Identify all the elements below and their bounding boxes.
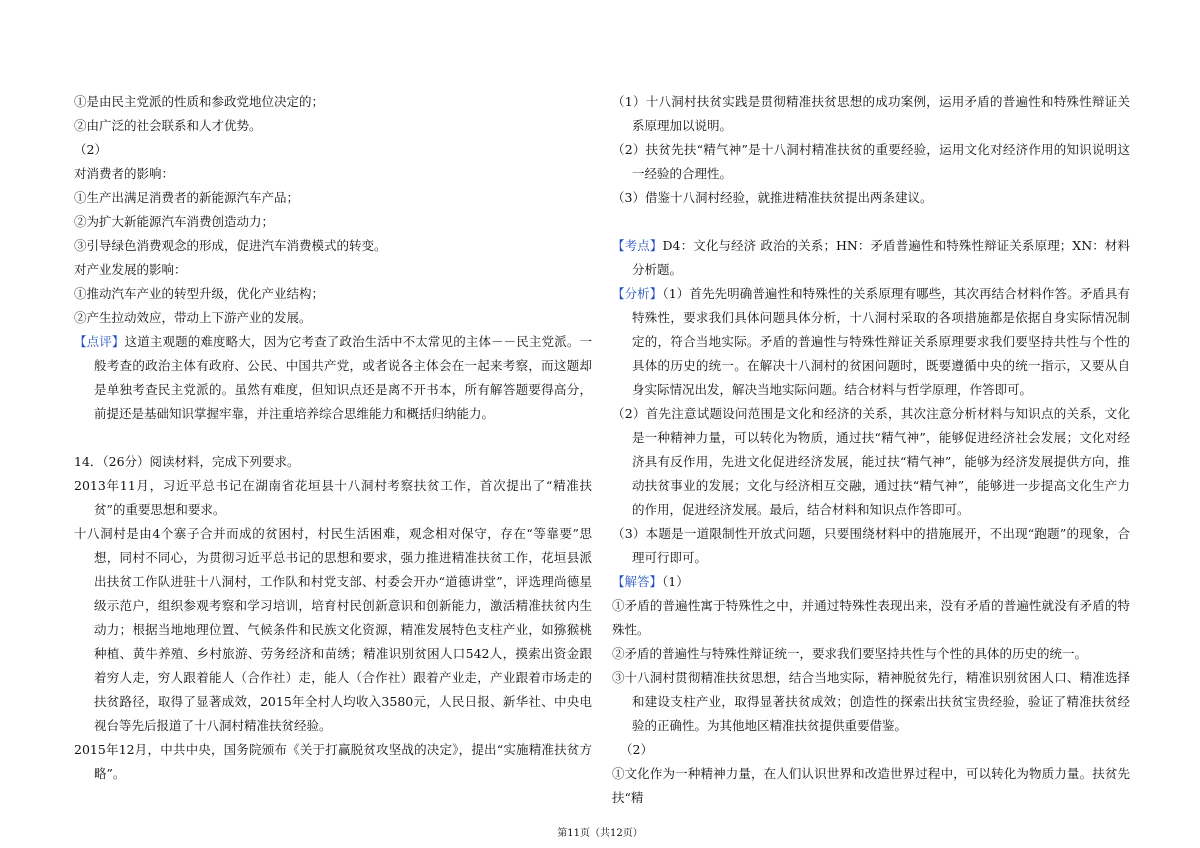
answer-line: （2） bbox=[74, 142, 107, 157]
fenxi-label: 【分析】 bbox=[612, 286, 663, 301]
fenxi-paragraph: （3）本题是一道限制性开放式问题，只要围绕材料中的措施展开，不出现“跑题”的现象，合理可行即可。 bbox=[612, 526, 1130, 565]
jieda-text: （1） bbox=[662, 574, 689, 589]
question-item: （3）借鉴十八洞村经验，就推进精准扶贫提出两条建议。 bbox=[612, 190, 933, 205]
answer-line: 对产业发展的影响： bbox=[74, 262, 187, 277]
material-paragraph: 2015年12月，中共中央，国务院颁布《关于打赢脱贫攻坚战的决定》，提出“实施精准扶贫方略”。 bbox=[74, 742, 592, 781]
page-number: 第11页（共12页） bbox=[557, 828, 643, 839]
fenxi-text: （1）首先先明确普遍性和特殊性的关系原理有哪些，其次再结合材料作答。矛盾具有特殊性，要求我们具体问题具体分析，十八洞村采取的各项措施都是依据自身实际情况制定的，符合当地实际。矛盾的普遍性与特殊性辩证关系原理要求我们要坚持共性与个性的具体的历史的统一。在解决十八洞村的贫困问题时，既要遵循中央的统一指示，又要从自身实际情况出发，解决当地实际问题。结合材料与哲学原理，作答即可。 bbox=[632, 286, 1130, 397]
answer-line: ②为扩大新能源汽车消费创造动力； bbox=[74, 214, 275, 229]
kaodian-text: D4：文化与经济 政治的关系；HN：矛盾普遍性和特殊性辩证关系原理；XN：材料分析题。 bbox=[632, 238, 1130, 277]
answer-line: ②矛盾的普遍性与特殊性辩证统一，要求我们要坚持共性与个性的具体的历史的统一。 bbox=[612, 646, 1088, 661]
question-heading: 14．（26分）阅读材料，完成下列要求。 bbox=[74, 454, 300, 469]
answer-line: 对消费者的影响： bbox=[74, 166, 175, 181]
answer-line: （2） bbox=[620, 742, 653, 757]
material-paragraph: 十八洞村是由4个寨子合并而成的贫困村，村民生活困难，观念相对保守，存在“等靠要”思想，同村不同心，为贯彻习近平总书记的思想和要求，强力推进精准扶贫工作，花垣县派出扶贫工作队进驻十八洞村，工作队和村党支部、村委会开办“道德讲堂”，评选理尚德星级示范户，组织参观考察和学习培训，培育村民创新意识和创新能力，激活精准扶贫内生动力；根据当地地理位置、气候条件和民族文化资源，精准发展特色支柱产业，如猕猴桃种植、黄牛养殖、乡村旅游、劳务经济和苗绣；精准识别贫困人口542人，摸索出资金跟着穷人走，穷人跟着能人（合作社）走，能人（合作社）跟着产业走，产业跟着市场走的扶贫路径，取得了显著成效，2015年全村人均收入3580元，人民日报、新华社、中央电视台等先后报道了十八洞村精准扶贫经验。 bbox=[74, 526, 592, 733]
answer-line: ②由广泛的社会联系和人才优势。 bbox=[74, 118, 262, 133]
answer-line: ①推动汽车产业的转型升级，优化产业结构； bbox=[74, 286, 325, 301]
question-item: （2）扶贫先扶“精气神”是十八洞村精准扶贫的重要经验，运用文化对经济作用的知识说明这一经验的合理性。 bbox=[612, 142, 1130, 181]
answer-line: ①文化作为一种精神力量，在人们认识世界和改造世界过程中，可以转化为物质力量。扶贫先扶“精 bbox=[612, 766, 1130, 805]
answer-line: ①是由民主党派的性质和参政党地位决定的； bbox=[74, 94, 325, 109]
jieda-label: 【解答】 bbox=[612, 574, 663, 589]
comment-label: 【点评】 bbox=[74, 334, 125, 349]
answer-line: ③引导绿色消费观念的形成，促进汽车消费模式的转变。 bbox=[74, 238, 387, 253]
answer-line: ③十八洞村贯彻精准扶贫思想，结合当地实际，精神脱贫先行，精准识别贫困人口、精准选择和建设支柱产业，取得显著扶贫成效；创造性的探索出扶贫宝贵经验，验证了精准扶贫经验的正确性。为其他地区精准扶贫提供重要借鉴。 bbox=[612, 670, 1130, 733]
left-column bbox=[74, 90, 592, 786]
fenxi-paragraph bbox=[612, 282, 1130, 402]
fenxi-paragraph: （2）首先注意试题设问范围是文化和经济的关系，其次注意分析材料与知识点的关系，文化是一种精神力量，可以转化为物质，通过扶“精气神”，能够促进经济社会发展；文化对经济具有反作用，先进文化促进经济发展，能过扶“精气神”，能够为经济发展提供方向，推动扶贫事业的发展；文化与经济相互交融，通过扶“精气神”，能够进一步提高文化生产力的作用，促进经济发展。最后，结合材料和知识点作答即可。 bbox=[612, 406, 1130, 517]
comment-paragraph bbox=[74, 330, 592, 426]
kaodian-paragraph bbox=[612, 234, 1130, 282]
comment-text: 这道主观题的难度略大，因为它考查了政治生活中不太常见的主体－－民主党派。一般考查的政治主体有政府、公民、中国共产党，或者说各主体会在一起来考察，而这题却是单独考查民主党派的。虽然有难度，但知识点还是离不开书本，所有解答题要得高分，前提还是基础知识掌握牢靠，并注重培养综合思维能力和概括归纳能力。 bbox=[94, 334, 592, 421]
right-column bbox=[612, 90, 1130, 810]
material-paragraph: 2013年11月，习近平总书记在湖南省花垣县十八洞村考察扶贫工作，首次提出了“精准扶贫”的重要思想和要求。 bbox=[74, 478, 592, 517]
answer-line: ②产生拉动效应，带动上下游产业的发展。 bbox=[74, 310, 312, 325]
answer-line: ①生产出满足消费者的新能源汽车产品； bbox=[74, 190, 300, 205]
answer-line: ①矛盾的普遍性寓于特殊性之中，并通过特殊性表现出来，没有矛盾的普遍性就没有矛盾的特殊性。 bbox=[612, 598, 1130, 637]
question-item: （1）十八洞村扶贫实践是贯彻精准扶贫思想的成功案例，运用矛盾的普遍性和特殊性辩证关系原理加以说明。 bbox=[612, 94, 1130, 133]
kaodian-label: 【考点】 bbox=[612, 238, 663, 253]
jieda-paragraph bbox=[612, 570, 1130, 594]
